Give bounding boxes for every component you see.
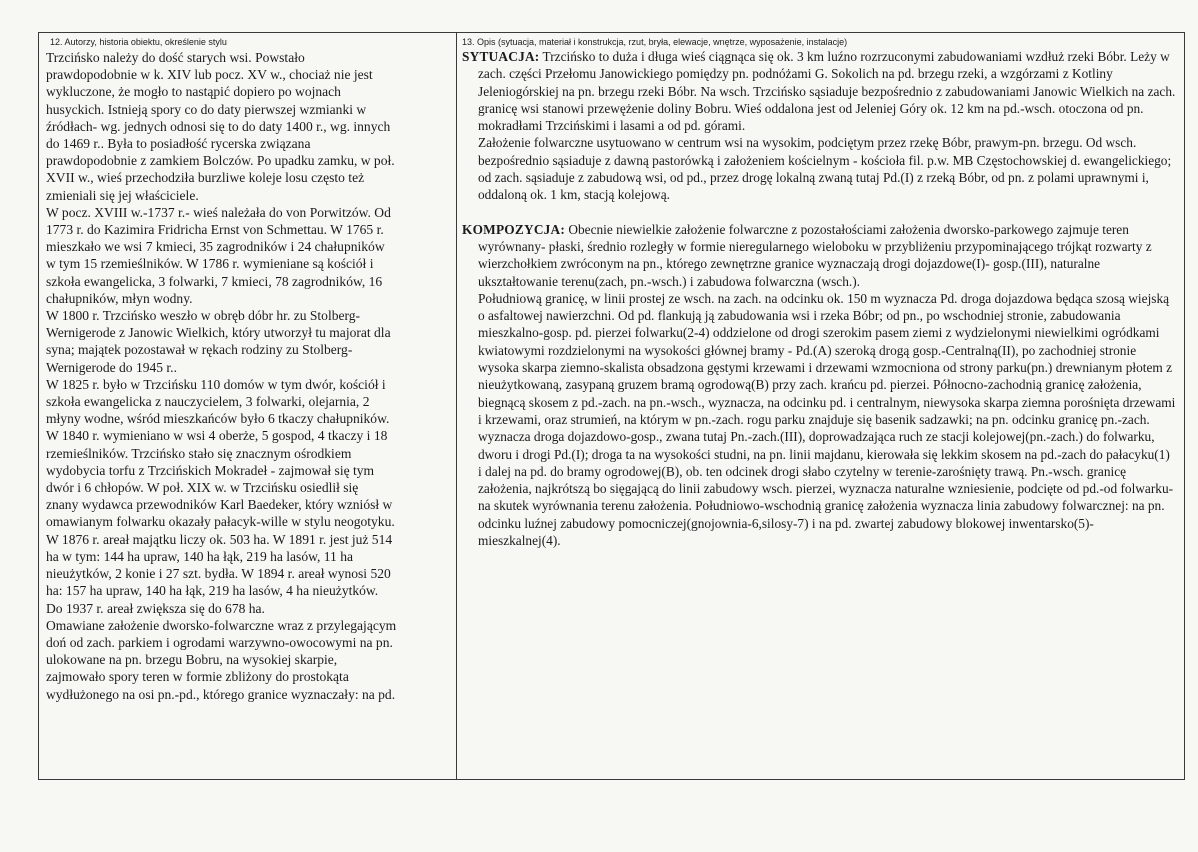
sytuacja-paragraph bbox=[462, 48, 1176, 134]
section-13-header: 13. Opis (sytuacja, materiał i konstrukcja, rzut, bryła, elewacje, wnętrze, wyposażenie, instalacje) bbox=[462, 37, 848, 47]
history-line: rzemieślników. Trzcińsko stało się znacznym ośrodkiem bbox=[46, 445, 352, 461]
section-gap bbox=[462, 204, 1176, 221]
history-line: prawdopodobnie w k. XIV lub pocz. XV w., chociaż nie jest bbox=[46, 67, 373, 83]
history-line: chałupników, młyn wodny. bbox=[46, 290, 193, 306]
sytuacja-paragraph-2: Założenie folwarczne usytuowano w centrum wsi na wysokim, podciętym przez rzekę Bóbr, prawym-pn. brzegu. Od wsch. bezpośrednio sąsiaduje z dawną pastorówką i założeniem kościelnym - kościoła fil. p.w. MB Częstochowskiej d. ewangelickiego; od zach. sąsiaduje z zabudową wsi, od pd., przez drogę lokalną zwaną tutaj Pd.(I) z rzeką Bóbr, od pn. z polami uprawnymi i, oddaloną ok. 1 km, stacją kolejową. bbox=[478, 135, 1172, 203]
history-line: W pocz. XVIII w.-1737 r.- wieś należała do von Porwitzów. Od bbox=[46, 204, 391, 220]
history-line: syna; majątek pozostawał w rękach rodziny zu Stolberg- bbox=[46, 342, 353, 358]
history-line: szkoła ewangelicka z nauczycielem, 3 folwarki, olejarnia, 2 bbox=[46, 394, 370, 410]
sytuacja-text: Trzcińsko to duża i długa wieś ciągnąca się ok. 3 km luźno rozrzuconymi zabudowaniami wzdłuż rzeki Bóbr. Leży w zach. części Przełomu Janowickiego pomiędzy pn. podnóżami G. Sokolich na pd. brzegu rzeki, a wzgórzami z Kotliny Jeleniogórskiej na pn. brzegu rzeki Bóbr. Na wsch. Trzcińsko sąsiaduje bezpośrednio z zabudowaniami Janowic Wielkich na zach. granicę wsi stanowi przewężenie doliny Bobru. Wieś oddalona jest od Jeleniej Góry ok. 12 km na pd.-wsch. otoczona od pn. mokradłami Trzcińskimi i lasami a od pd. górami. bbox=[478, 49, 1176, 134]
history-line: Do 1937 r. areał zwiększa się do 678 ha. bbox=[46, 600, 265, 616]
history-line: prawdopodobnie z zamkiem Bolczów. Po upadku zamku, w poł. bbox=[46, 153, 395, 169]
history-line: husyckich. Istnieją spory co do daty pierwszej wzmianki w bbox=[46, 101, 367, 117]
history-line: szkoła ewangelicka, 3 folwarki, 7 kmieci, 78 zagrodników, 16 bbox=[46, 273, 383, 289]
history-line: W 1876 r. areał majątku liczy ok. 503 ha. W 1891 r. jest już 514 bbox=[46, 531, 393, 547]
description-column bbox=[462, 37, 1176, 549]
history-line: doń od zach. parkiem i ogrodami warzywno-owocowymi na pn. bbox=[46, 634, 393, 650]
history-line: ulokowane na pn. brzegu Bobru, na wysokiej skarpie, bbox=[46, 652, 338, 668]
kompozycja-paragraph bbox=[462, 221, 1176, 290]
sytuacja-label: SYTUACJA: bbox=[462, 49, 540, 64]
kompozycja-text: Obecnie niewielkie założenie folwarczne z pozostałościami założenia dworsko-parkowego zajmuje teren wyrównany- płaski, średnio rozległy w formie nieregularnego wieloboku w przybliżeniu przypominającego trójkąt rozwarty z wierzchołkiem zwróconym na pn., którego zewnętrzne granice wyznaczają drogi dojazdowe(I)- gosp.(III), naturalne ukształtowanie terenu(zach, pn.-wsch.) i zabudowa folwarczna (wsch.). bbox=[478, 221, 1152, 289]
kompozycja-paragraph-2: Południową granicę, w linii prostej ze wsch. na zach. na odcinku ok. 150 m wyznacza Pd. droga dojazdowa będąca szosą wiejską o asfaltowej nawierzchni. Od pd. flankują ją zabudowania wsi i rzeka Bóbr; od pn., po wschodniej stronie, zabudowania mieszkalno-gosp. pd. pierzei folwarku(2-4) oddzielone od drogi szerokim pasem ziemi z wydzielonymi niewielkimi ogródkami kwiatowymi rozdzielonymi na wysokości głównej bramy - Pd.(A) szeroką drogą gosp.-Centralną(II), po zachodniej stronie wysoka skarpa ziemno-skalista obsadzona gęstymi krzewami i drzewami wzmocniona od strony parku(pn.) drewnianym płotem z nieużytkowaną, zasypaną gruzem bramą ogrodową(B) przy zach. krańcu pd. pierzei. Północno-zachodnią granicę założenia, biegnącą skosem z pd.-zach. na pn.-wsch., wyznacza, na odcinku pd. i centralnym, niewysoka skarpa ziemna porośnięta drzewami i krzewami, oraz strumień, na którym w pn.-zach. rogu parku znajduje się basenik sadzawki; na pn. odcinku granicę pn.-zach. wyznacza droga dojazdowo-gosp., zwana tutaj Pn.-zach.(III), doprowadzająca ruch ze stacji kolejowej(pn.-zach.) do folwarku, dworu i drogi Pd.(I); droga ta na wysokości studni, na pn. linii majdanu, kierowała się lekkim skosem na pd.-zach do pałacyku(1) i dalej na pd. do bramy ogrodowej(B), ob. ten odcinek drogi słabo czytelny w terenie-zarośnięty trawą. Pn.-wsch. granicę założenia, najkrótszą bo sięgającą do linii zabudowy wsch. pierzei, wyznacza naturalne wzniesienie, podcięte od pd.-od folwarku- na skutek wyrównania terenu założenia. Południowo-wschodnią granicę założenia wyznacza linia zabudowy folwarcznej: na pn. odcinku luźnej zabudowy pomocniczej(gnojownia-6,silosy-7) i na pd. zwartej zabudowy blokowej inwentarsko(5)-mieszkalnej(4). bbox=[478, 290, 1176, 549]
history-line: omawianym folwarku okazały pałacyk-wille w stylu neogotyku. bbox=[46, 514, 395, 530]
history-line: w tym 15 rzemieślników. W 1786 r. wymieniane są kościół i bbox=[46, 256, 374, 272]
history-line: zajmowało spory teren w formie zbliżony do prostokąta bbox=[46, 669, 349, 685]
history-line: W 1825 r. było w Trzcińsku 110 domów w tym dwór, kościół i bbox=[46, 376, 386, 392]
history-line: Omawiane założenie dworsko-folwarczne wraz z przylegającym bbox=[46, 617, 397, 633]
kompozycja-label: KOMPOZYCJA: bbox=[462, 221, 566, 237]
history-line: zmieniali się jej właściciele. bbox=[46, 187, 199, 203]
section-12-header: 12. Autorzy, historia obiektu, określenie stylu bbox=[50, 37, 227, 47]
history-line: źródłach- wg. jednych odnosi się to do daty 1400 r., wg. innych bbox=[46, 118, 391, 134]
history-line: W 1800 r. Trzcińsko weszło w obręb dóbr hr. zu Stolberg- bbox=[46, 308, 361, 324]
history-text bbox=[46, 49, 450, 703]
history-line: mieszkało we wsi 7 kmieci, 35 zagrodników i 24 chałupników bbox=[46, 239, 385, 255]
history-line: Wernigerode do 1945 r.. bbox=[46, 359, 177, 375]
history-line: wykluczone, że mogło to nastąpić dopiero po wojnach bbox=[46, 84, 341, 100]
history-line: Wernigerode z Janowic Wielkich, który utworzył tu majorat dla bbox=[46, 325, 391, 341]
history-line: wydobycia torfu z Trzcińskich Mokradeł - zajmował się tym bbox=[46, 462, 375, 478]
history-line: 1773 r. do Kazimira Fridricha Ernst von Schmettau. W 1765 r. bbox=[46, 222, 384, 238]
history-line: ha: 157 ha upraw, 140 ha łąk, 219 ha lasów, 4 ha nieużytków. bbox=[46, 583, 379, 599]
history-line: ha w tym: 144 ha upraw, 140 ha łąk, 219 ha lasów, 11 ha bbox=[46, 548, 353, 564]
column-divider bbox=[456, 32, 457, 780]
history-line: nieużytków, 2 konie i 27 szt. bydła. W 1894 r. areał wynosi 520 bbox=[46, 566, 391, 582]
history-line: do 1469 r.. Była to posiadłość rycerska związana bbox=[46, 136, 311, 152]
history-line: dwór i 6 chłopów. W poł. XIX w. w Trzcińsku osiedlił się bbox=[46, 480, 359, 496]
history-line: XVII w., wieś przechodziła burzliwe koleje losu często też bbox=[46, 170, 365, 186]
history-line: wydłużonego na osi pn.-pd., którego granice wyznaczały: na pd. bbox=[46, 686, 396, 702]
history-line: znany wydawca przewodników Karl Baedeker, który wzniósł w bbox=[46, 497, 393, 513]
history-line: Trzcińsko należy do dość starych wsi. Powstało bbox=[46, 50, 305, 65]
history-line: W 1840 r. wymieniano w wsi 4 oberże, 5 gospod, 4 tkaczy i 18 bbox=[46, 428, 388, 444]
history-column bbox=[46, 37, 450, 703]
history-line: młyny wodne, wśród mieszkańców było 6 tkaczy chałupników. bbox=[46, 411, 390, 427]
